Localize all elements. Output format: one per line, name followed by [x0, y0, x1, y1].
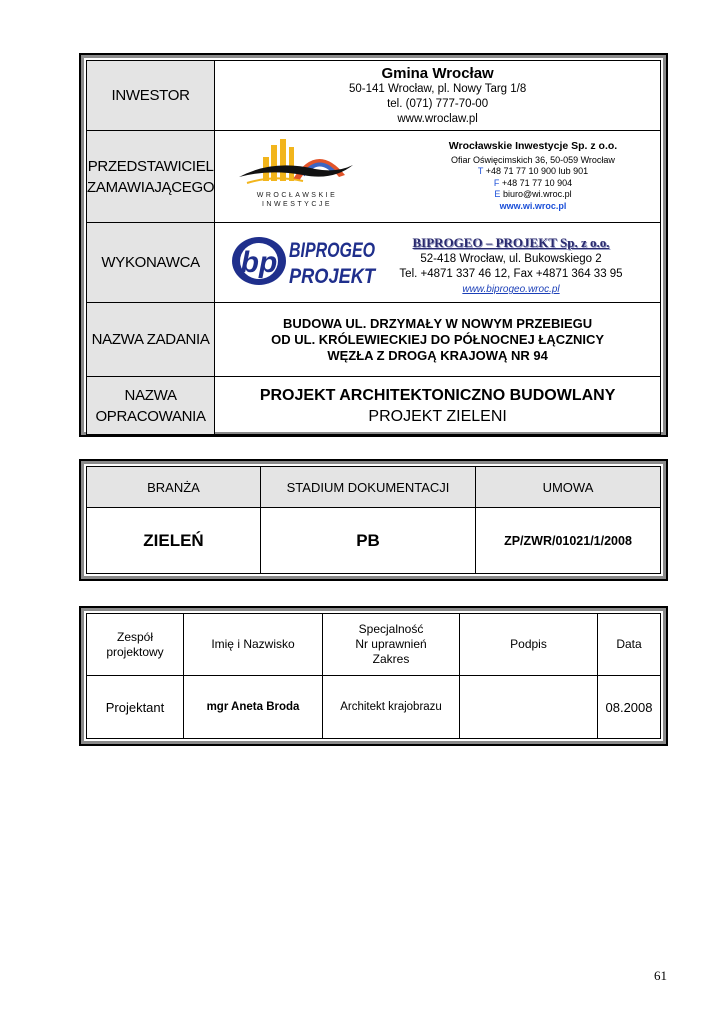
- header-specialty: [323, 614, 460, 676]
- representative-phone: [418, 166, 648, 178]
- header-team-line2: projektowy: [106, 644, 164, 659]
- branch-table: [86, 466, 661, 574]
- representative-info: [418, 141, 648, 212]
- e-label: E: [494, 189, 501, 199]
- document-title: PROJEKT ARCHITEKTONICZNO BUDOWLANY: [259, 386, 616, 404]
- label-contractor: WYKONAWCA: [87, 223, 215, 303]
- label-doc-line1: NAZWA: [124, 386, 177, 404]
- investor-cell: [215, 61, 661, 131]
- investor-name: Gmina Wrocław: [381, 64, 494, 82]
- header-stage: STADIUM DOKUMENTACJI: [261, 467, 476, 508]
- row-date: 08.2008: [598, 676, 661, 739]
- branch-block: [79, 459, 668, 581]
- investor-web[interactable]: www.wroclaw.pl: [397, 112, 478, 125]
- value-branch: ZIELEŃ: [87, 508, 261, 574]
- contractor-info: [376, 235, 646, 297]
- contractor-address: 52-418 Wrocław, ul. Bukowskiego 2: [420, 253, 602, 265]
- label-representative: [87, 131, 215, 223]
- bp-mark: bp: [240, 246, 278, 279]
- task-cell: [215, 303, 661, 377]
- header-date: Data: [598, 614, 661, 676]
- label-investor: INWESTOR: [87, 61, 215, 131]
- e-value[interactable]: biuro@wi.wroc.pl: [502, 189, 572, 199]
- label-rep-line2: ZAMAWIAJĄCEGO: [87, 178, 215, 196]
- bp-logo-line2: PROJEKT: [289, 265, 378, 288]
- representative-name: Wrocławskie Inwestycje Sp. z o.o.: [448, 140, 618, 152]
- representative-cell: [215, 131, 661, 223]
- t-label: T: [477, 166, 484, 176]
- biprogeo-logo: [229, 233, 377, 289]
- title-block: [79, 53, 668, 437]
- header-team: [87, 614, 184, 676]
- investor-address: 50-141 Wrocław, pl. Nowy Targ 1/8: [348, 82, 527, 95]
- representative-email: [418, 189, 648, 201]
- header-spec-line1: Specjalność: [358, 622, 424, 636]
- header-spec-line2: Nr uprawnień: [355, 637, 427, 651]
- representative-address: Ofiar Oświęcimskich 36, 50-059 Wrocław: [451, 154, 615, 165]
- task-line2: OD UL. KRÓLEWIECKIEJ DO PÓŁNOCNEJ ŁĄCZNICY: [271, 331, 605, 347]
- label-rep-line1: PRZEDSTAWICIEL: [87, 157, 214, 175]
- wi-logo-line2: INWESTYCJE: [262, 201, 333, 208]
- contractor-web[interactable]: www.biprogeo.wroc.pl: [462, 284, 560, 295]
- row-signature: [460, 676, 598, 739]
- row-name: mgr Aneta Broda: [184, 676, 323, 739]
- document-subtitle: PROJEKT ZIELENI: [368, 407, 507, 425]
- row-role: Projektant: [87, 676, 184, 739]
- contractor-cell: [215, 223, 661, 303]
- bp-logo-line1: BIPROGEO: [289, 239, 376, 262]
- contractor-phones: Tel. +4871 337 46 12, Fax +4871 364 33 95: [399, 268, 623, 280]
- document-cell: [215, 377, 661, 435]
- header-name: Imię i Nazwisko: [184, 614, 323, 676]
- value-stage: PB: [261, 508, 476, 574]
- task-line1: BUDOWA UL. DRZYMAŁY W NOWYM PRZEBIEGU: [283, 315, 593, 331]
- t-value: +48 71 77 10 900 lub 901: [485, 166, 589, 176]
- header-contract: UMOWA: [476, 467, 661, 508]
- label-task-name: NAZWA ZADANIA: [87, 303, 215, 377]
- header-spec-line3: Zakres: [372, 652, 410, 666]
- page-number: 61: [654, 968, 667, 983]
- f-label: F: [493, 177, 500, 188]
- f-value: +48 71 77 10 904: [501, 177, 573, 188]
- label-doc-line2: OPRACOWANIA: [95, 407, 206, 425]
- wi-logo-line1: WROCŁAWSKIE: [256, 192, 338, 199]
- investor-phone: tel. (071) 777-70-00: [387, 97, 489, 110]
- value-contract: ZP/ZWR/01021/1/2008: [476, 508, 661, 574]
- representative-fax: [418, 178, 648, 190]
- contractor-name: BIPROGEO – PROJEKT Sp. z o.o.: [412, 235, 610, 250]
- wroclawskie-inwestycje-logo: [233, 135, 361, 209]
- title-table: [86, 60, 661, 435]
- representative-web[interactable]: www.wi.wroc.pl: [499, 200, 567, 211]
- label-document: [87, 377, 215, 435]
- header-signature: Podpis: [460, 614, 598, 676]
- header-branch: BRANŻA: [87, 467, 261, 508]
- team-block: [79, 606, 668, 746]
- header-team-line1: Zespół: [116, 629, 154, 644]
- row-specialty: Architekt krajobrazu: [323, 676, 460, 739]
- team-table: [86, 613, 661, 739]
- task-line3: WĘZŁA Z DROGĄ KRAJOWĄ NR 94: [327, 347, 548, 363]
